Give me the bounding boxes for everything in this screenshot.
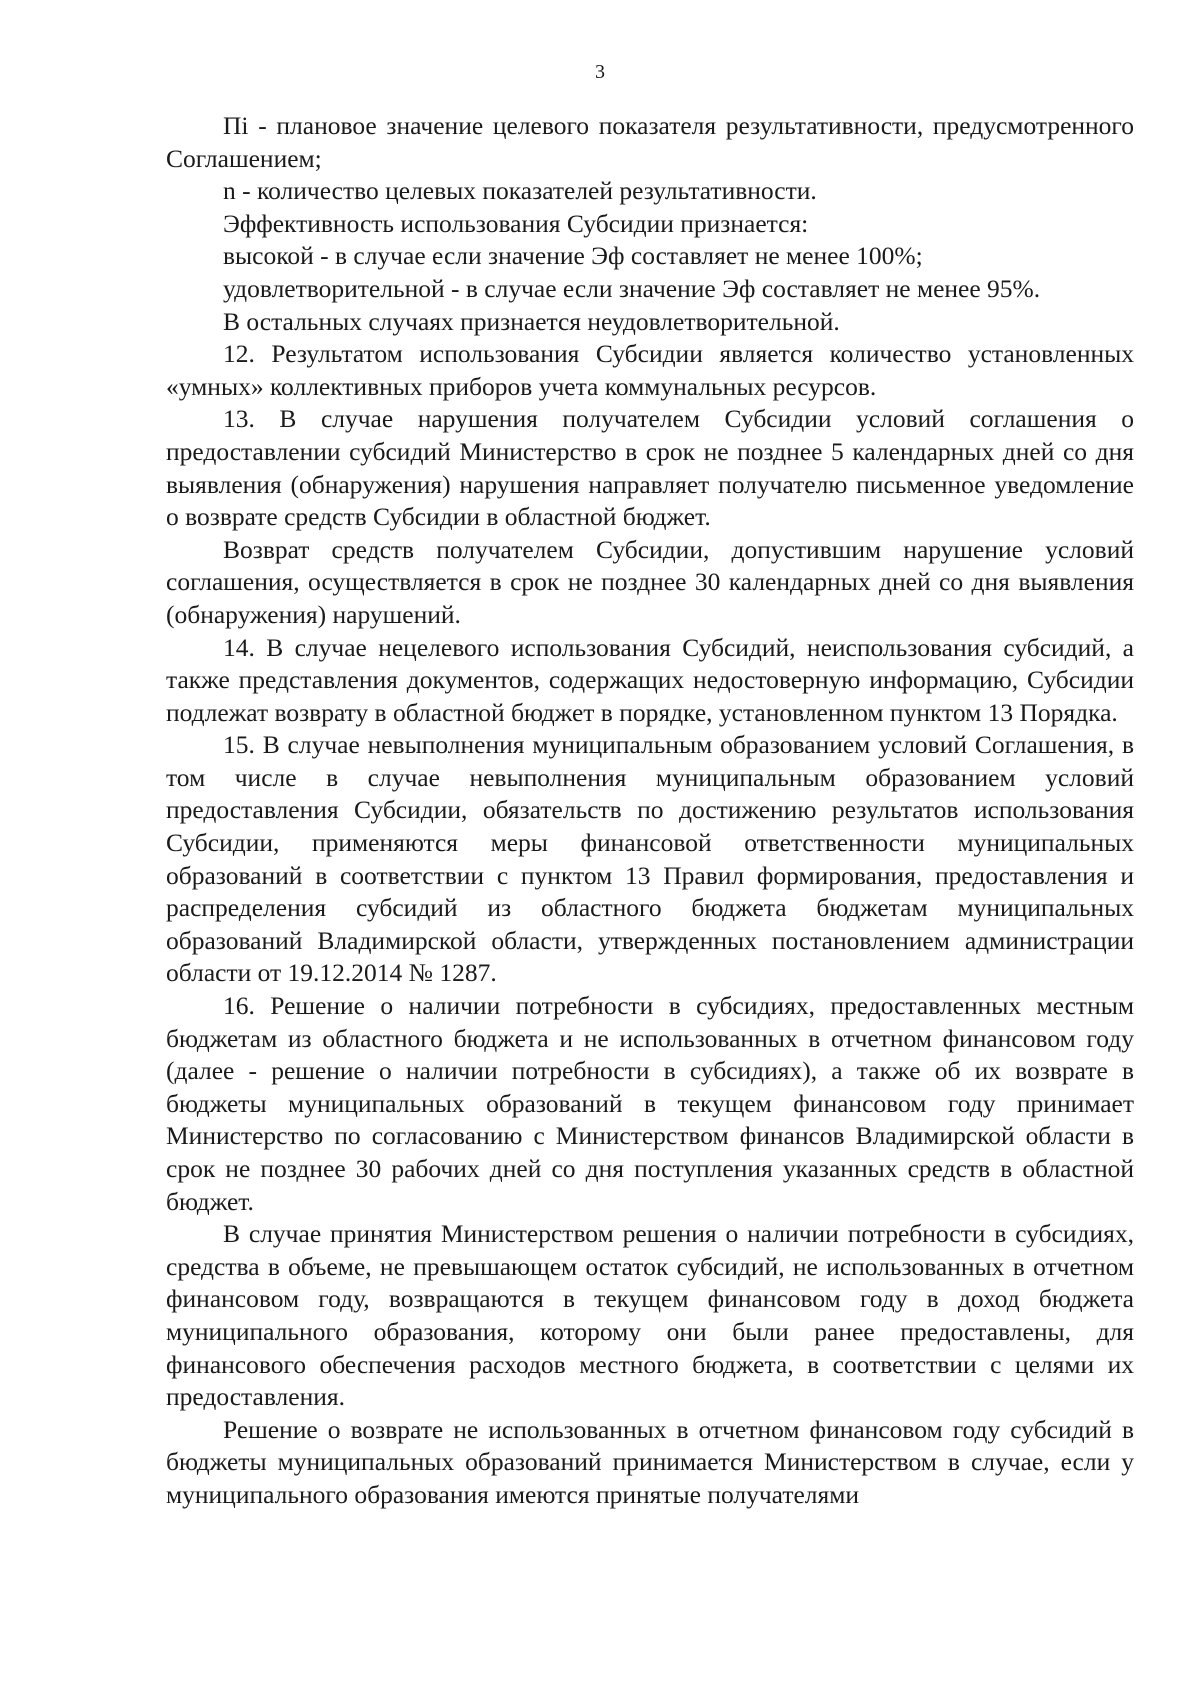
paragraph-efficiency-intro: Эффективность использования Субсидии признается:: [223, 208, 809, 238]
paragraph-efficiency-high: высокой - в случае если значение Эф составляет не менее 100%;: [223, 241, 923, 271]
paragraph-plan-value: Пi - плановое значение целевого показателя результативности, предусмотренного Соглашением;: [166, 111, 1134, 173]
paragraph-indicator-count: n - количество целевых показателей результативности.: [223, 176, 817, 206]
paragraph-item-14: 14. В случае нецелевого использования Субсидий, неиспользования субсидий, а также представления документов, содержащих недостоверную информацию, Субсидии подлежат возврату в областной бюджет в порядке, установленном пунктом 13 Порядка.: [166, 632, 1134, 727]
page-number: 3: [595, 61, 605, 83]
paragraph-item-16-return: Решение о возврате не использованных в отчетном финансовом году субсидий в бюджеты муниципальных образований принимается Министерством в случае, если у муниципального образования имеются принятые получателями: [166, 1414, 1134, 1509]
paragraph-item-16-need: В случае принятия Министерством решения о наличии потребности в субсидиях, средства в объеме, не превышающем остаток субсидий, не использованных в отчетном финансовом году, возвращаются в текущем финансовом году в доход бюджета муниципального образования, которому они были ранее предоставлены, для финансового обеспечения расходов местного бюджета, в соответствии с целями их предоставления.: [166, 1219, 1134, 1412]
paragraph-efficiency-unsatisfactory: В остальных случаях признается неудовлетворительной.: [223, 306, 840, 336]
paragraph-item-15: 15. В случае невыполнения муниципальным образованием условий Соглашения, в том числе в случае невыполнения муниципальным образованием условий предоставления Субсидии, обязательств по достижению результатов использования Субсидии, применяются меры финансовой ответственности муниципальных образований в соответствии с пунктом 13 Правил формирования, предоставления и распределения субсидий из областного бюджета бюджетам муниципальных образований Владимирской области, утвержденных постановлением администрации области от 19.12.2014 № 1287.: [166, 730, 1134, 988]
paragraph-item-13: 13. В случае нарушения получателем Субсидии условий соглашения о предоставлении субсидий Министерство в срок не позднее 5 календарных дней со дня выявления (обнаружения) нарушения направляет получателю письменное уведомление о возврате средств Субсидии в областной бюджет.: [166, 404, 1134, 532]
body-text: [166, 110, 1134, 1512]
paragraph-item-12: 12. Результатом использования Субсидии является количество установленных «умных» коллективных приборов учета коммунальных ресурсов.: [166, 339, 1134, 401]
paragraph-item-16: 16. Решение о наличии потребности в субсидиях, предоставленных местным бюджетам из областного бюджета и не использованных в отчетном финансовом году (далее - решение о наличии потребности в субсидиях), а также об их возврате в бюджеты муниципальных образований в текущем финансовом году принимает Министерство по согласованию с Министерством финансов Владимирской области в срок не позднее 30 рабочих дней со дня поступления указанных средств в областной бюджет.: [166, 991, 1134, 1216]
paragraph-efficiency-satisfactory: удовлетворительной - в случае если значение Эф составляет не менее 95%.: [223, 273, 1041, 303]
paragraph-item-13-refund: Возврат средств получателем Субсидии, допустившим нарушение условий соглашения, осуществляется в срок не позднее 30 календарных дней со дня выявления (обнаружения) нарушений.: [166, 534, 1134, 629]
